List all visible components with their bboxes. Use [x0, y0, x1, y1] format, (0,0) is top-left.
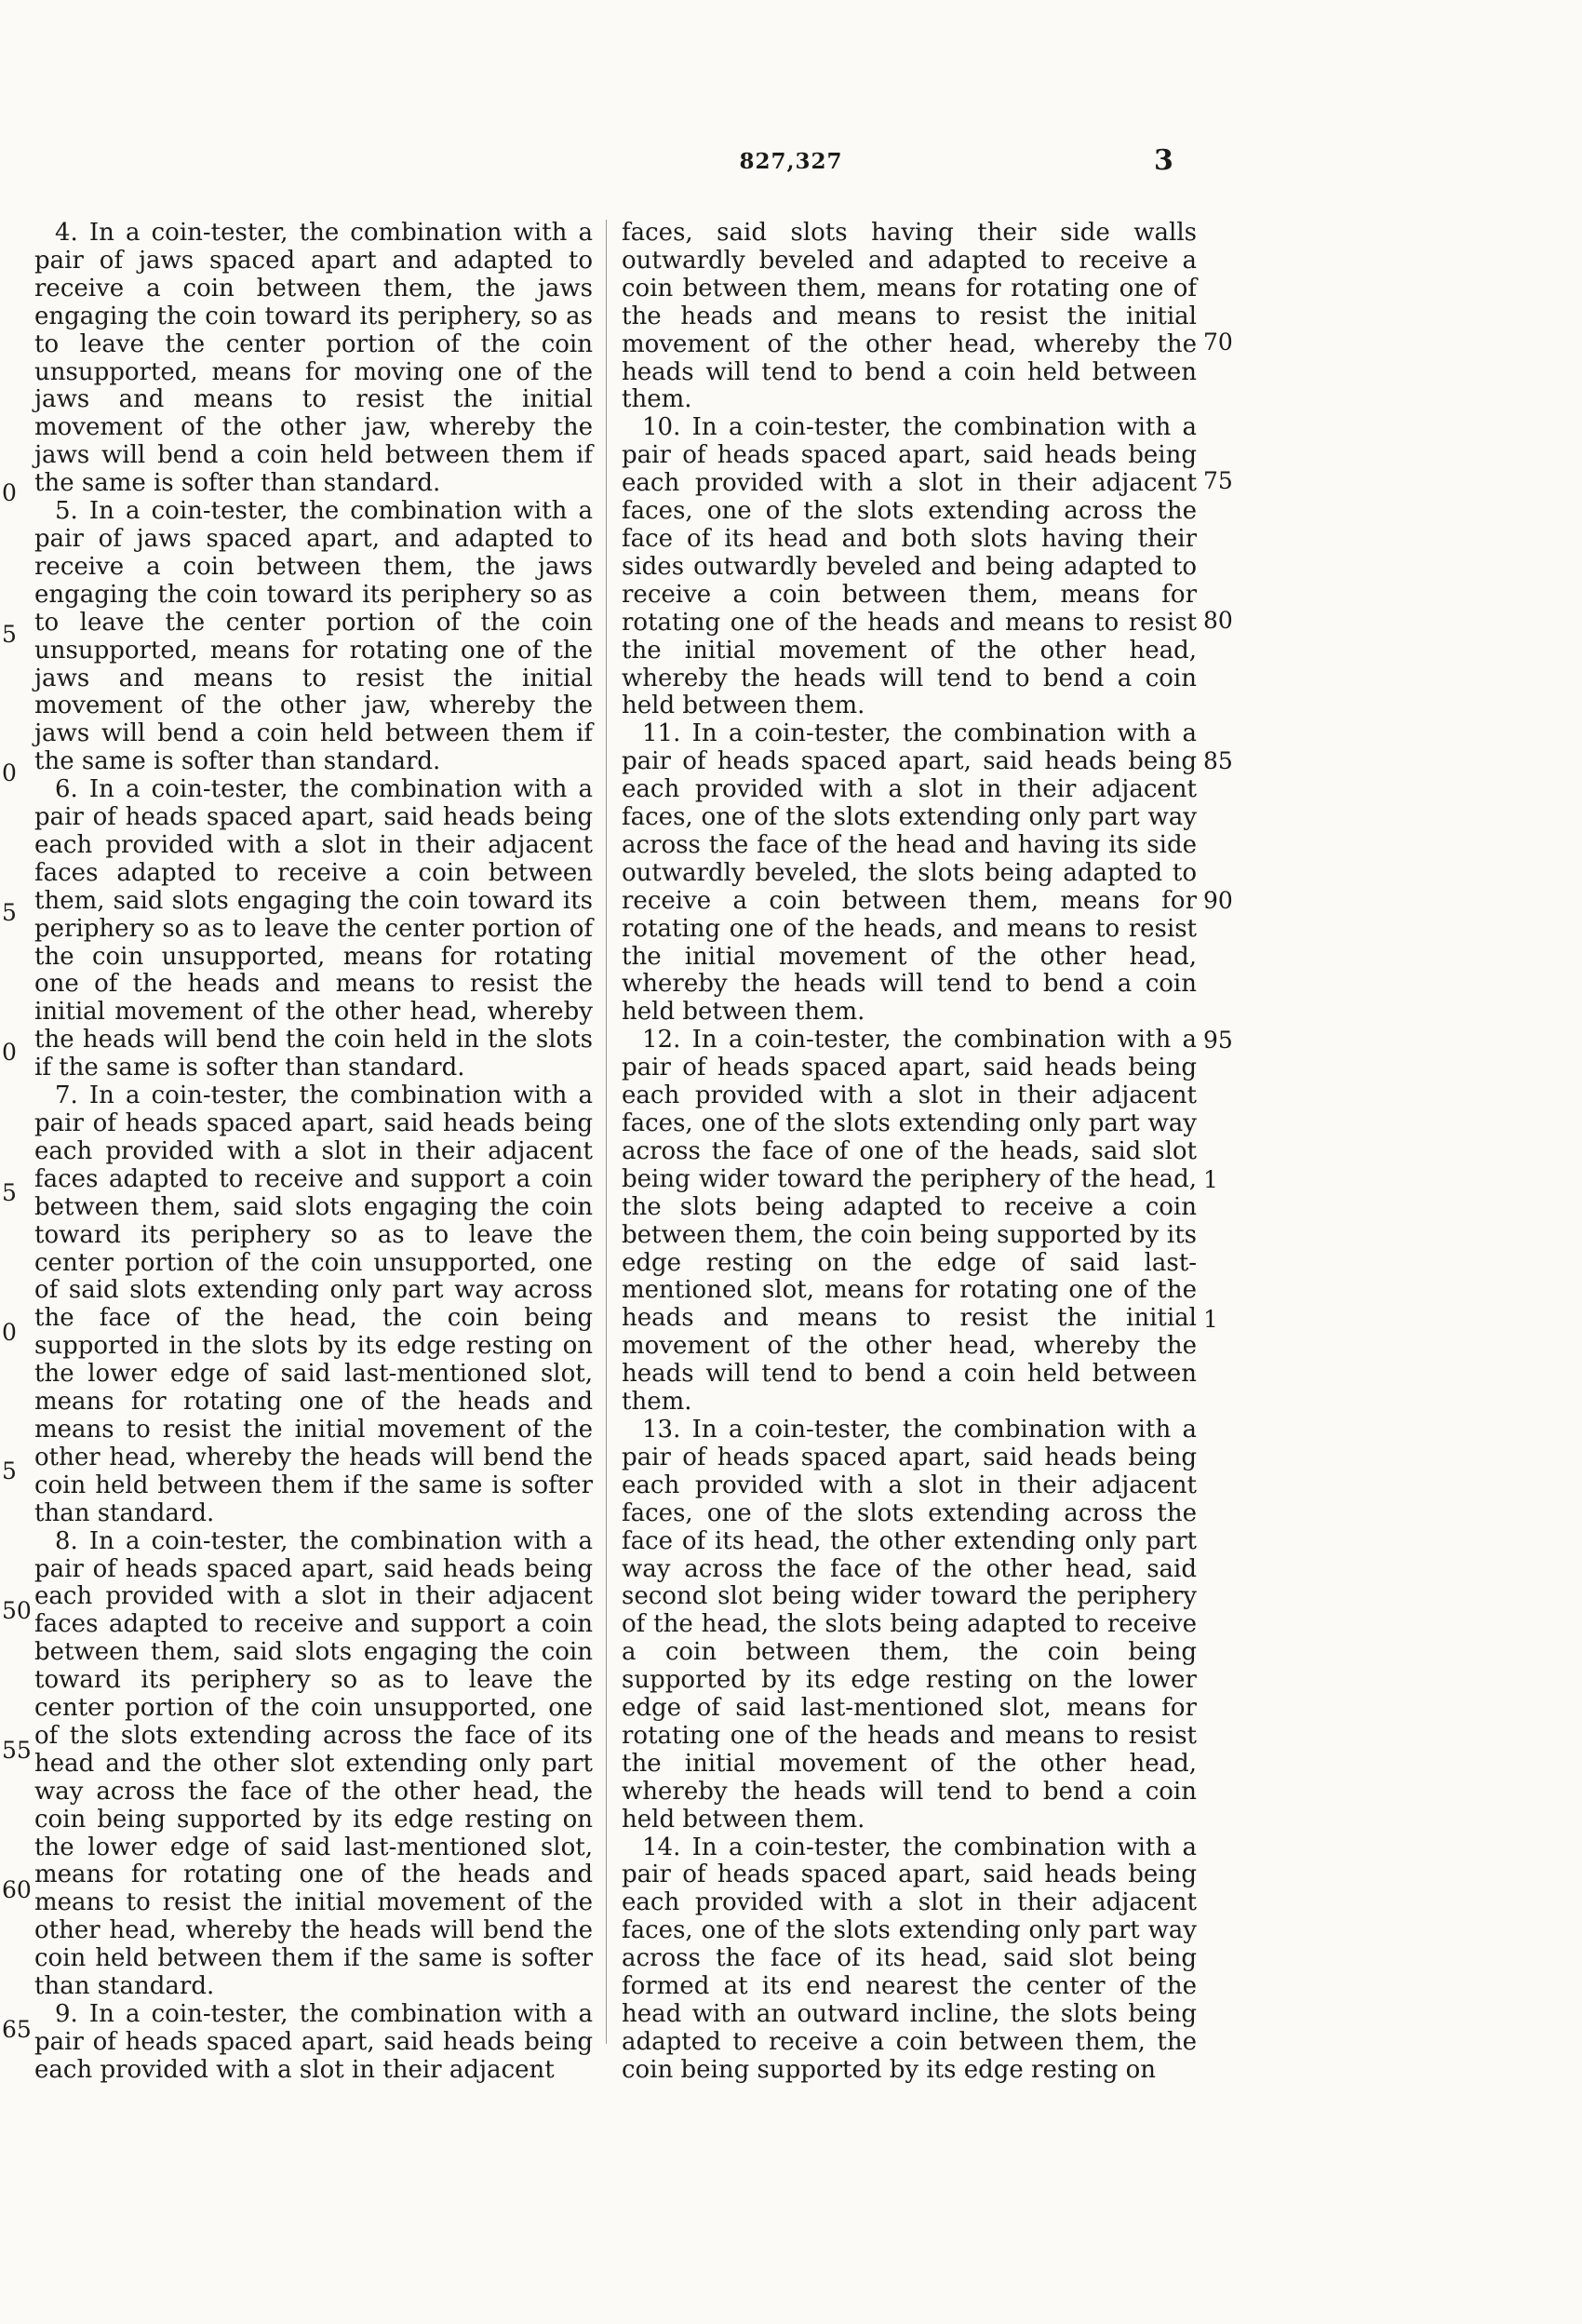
- claim-paragraph: 14. In a coin-tester, the combination with a pair of heads spaced apart, said heads being each provided with a slot in their adjacent faces, one of the slots extending only part way across the face of its head, said slot being formed at its end nearest the center of the head with an outward incline, the slots being adapted to receive a coin between them, the coin being supported by its edge resting on: [622, 1833, 1197, 2084]
- right-column: [622, 219, 1197, 2084]
- line-number: 5: [2, 899, 17, 926]
- claim-paragraph: 6. In a coin-tester, the combination with a pair of heads spaced apart, said heads being each provided with a slot in their adjacent faces adapted to receive a coin between them, said slots engaging the coin toward its periphery so as to leave the center portion of the coin unsupported, means for rotating one of the heads and means to resist the initial movement of the other head, whereby the heads will bend the coin held in the slots if the same is softer than standard.: [34, 775, 593, 1082]
- claim-paragraph: 11. In a coin-tester, the combination with a pair of heads spaced apart, said heads being each provided with a slot in their adjacent faces, one of the slots extending only part way across the face of the head and having its side outwardly beveled, the slots being adapted to receive a coin between them, means for rotating one of the heads, and means to resist the initial movement of the other head, whereby the heads will tend to bend a coin held between them.: [622, 719, 1197, 1027]
- line-number: 55: [2, 1737, 32, 1764]
- line-number: 0: [2, 479, 17, 506]
- patent-number: 827,327: [739, 149, 843, 174]
- line-number: 90: [1203, 887, 1233, 914]
- left-column: [34, 219, 593, 2084]
- line-number: 0: [2, 1319, 17, 1346]
- claim-paragraph: 8. In a coin-tester, the combination with a pair of heads spaced apart, said heads being each provided with a slot in their adjacent faces adapted to receive and support a coin between them, said slots engaging the coin toward its periphery so as to leave the center portion of the coin unsupported, one of the slots extending across the face of its head and the other slot extending only part way across the face of the other head, the coin being supported by its edge resting on the lower edge of said last-mentioned slot, means for rotating one of the heads and means to resist the initial movement of the other head, whereby the heads will bend the coin held between them if the same is softer than standard.: [34, 1526, 593, 2001]
- claim-paragraph: 4. In a coin-tester, the combination with a pair of jaws spaced apart and adapted to receive a coin between them, the jaws engaging the coin toward its periphery, so as to leave the center portion of the coin unsupported, means for moving one of the jaws and means to resist the initial movement of the other jaw, whereby the jaws will bend a coin held between them if the same is softer than standard.: [34, 219, 593, 498]
- line-number: 50: [2, 1597, 32, 1624]
- line-number: 5: [2, 1179, 17, 1206]
- line-number: 0: [2, 1039, 17, 1066]
- claim-paragraph: faces, said slots having their side walls outwardly beveled and adapted to receive a coin between them, means for rotating one of the heads and means to resist the initial movement of the other head, whereby the heads will tend to bend a coin held between them.: [622, 219, 1197, 414]
- line-number: 85: [1203, 747, 1233, 774]
- claim-paragraph: 5. In a coin-tester, the combination with a pair of jaws spaced apart, and adapted to receive a coin between them, the jaws engaging the coin toward its periphery so as to leave the center portion of the coin unsupported, means for rotating one of the jaws and means to resist the initial movement of the other jaw, whereby the jaws will bend a coin held between them if the same is softer than standard.: [34, 497, 593, 776]
- claim-paragraph: 10. In a coin-tester, the combination with a pair of heads spaced apart, said heads being each provided with a slot in their adjacent faces, one of the slots extending across the face of its head and both slots having their sides outwardly beveled and being adapted to receive a coin between them, means for rotating one of the heads and means to resist the initial movement of the other head, whereby the heads will tend to bend a coin held between them.: [622, 413, 1197, 720]
- line-number: 1: [1203, 1166, 1218, 1193]
- line-number: 60: [2, 1876, 32, 1903]
- line-number: 95: [1203, 1027, 1233, 1054]
- line-number: 80: [1203, 607, 1233, 634]
- line-number: 5: [2, 621, 17, 648]
- column-divider: [606, 220, 607, 2044]
- claim-paragraph: 13. In a coin-tester, the combination with a pair of heads spaced apart, said heads being each provided with a slot in their adjacent faces, one of the slots extending across the face of its head, the other extending only part way across the face of the other head, said second slot being wider toward the periphery of the head, the slots being adapted to receive a coin between them, the coin being supported by its edge resting on the lower edge of said last-mentioned slot, means for rotating one of the heads and means to resist the initial movement of the other head, whereby the heads will tend to bend a coin held between them.: [622, 1415, 1197, 1834]
- claim-paragraph: 7. In a coin-tester, the combination with a pair of heads spaced apart, said heads being each provided with a slot in their adjacent faces adapted to receive and support a coin between them, said slots engaging the coin toward its periphery so as to leave the center portion of the coin unsupported, one of said slots extending only part way across the face of the head, the coin being supported in the slots by its edge resting on the lower edge of said last-mentioned slot, means for rotating one of the heads and means to resist the initial movement of the other head, whereby the heads will bend the coin held between them if the same is softer than standard.: [34, 1081, 593, 1527]
- claim-paragraph: 9. In a coin-tester, the combination with a pair of heads spaced apart, said heads being each provided with a slot in their adjacent: [34, 2000, 593, 2084]
- line-number: 70: [1203, 329, 1233, 356]
- line-number: 65: [2, 2016, 32, 2043]
- claim-paragraph: 12. In a coin-tester, the combination with a pair of heads spaced apart, said heads being each provided with a slot in their adjacent faces, one of the slots extending only part way across the face of one of the heads, said slot being wider toward the periphery of the head, the slots being adapted to receive a coin between them, the coin being supported by its edge resting on the edge of said last-mentioned slot, means for rotating one of the heads and means to resist the initial movement of the other head, whereby the heads will tend to bend a coin held between them.: [622, 1026, 1197, 1417]
- line-number: 5: [2, 1458, 17, 1484]
- line-number: 1: [1203, 1306, 1218, 1333]
- line-number: 75: [1203, 467, 1233, 494]
- page-number: 3: [1154, 144, 1173, 177]
- line-number: 0: [2, 759, 17, 786]
